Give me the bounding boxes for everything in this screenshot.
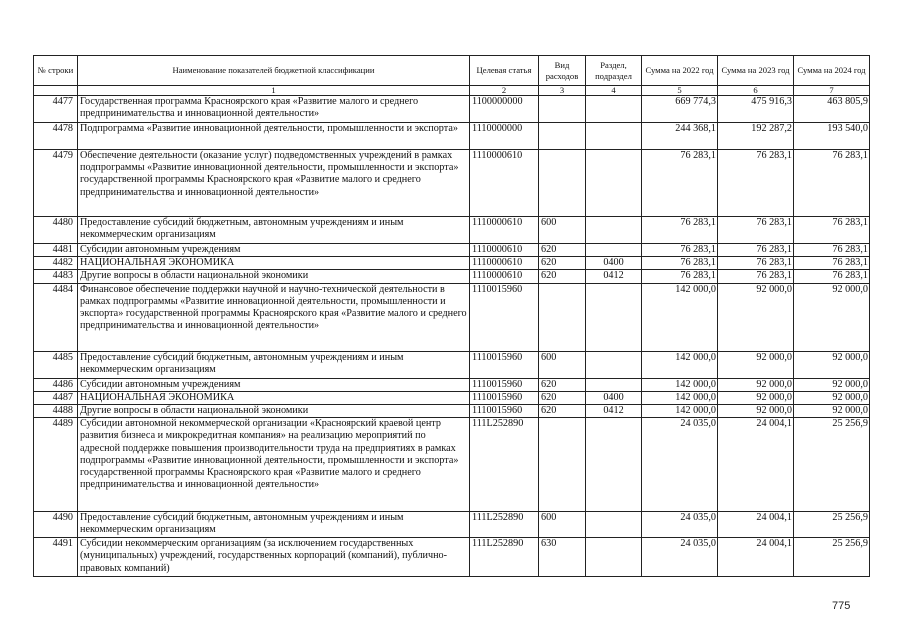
section-code [586,538,642,577]
sum-2022: 142 000,0 [642,405,718,418]
expense-kind-code: 620 [539,244,586,257]
column-number: 3 [539,86,586,96]
table-row [34,418,870,512]
table-row [34,270,870,283]
table-row [34,96,870,123]
table-body [34,96,870,577]
target-article-code: 1110000000 [470,123,539,150]
page-number: 775 [832,600,851,612]
sum-2022: 142 000,0 [642,391,718,404]
sum-2023: 475 916,3 [718,96,794,123]
indicator-name: Обеспечение деятельности (оказание услуг) подведомственных учреждений в рамках подпрограммы «Развитие инновационной деятельности, промышленности и экспорта» государственной программы Красноярского края «Развитие малого и среднего предпринимательства и инновационной деятельности» [78,150,470,217]
expense-kind-code: 620 [539,405,586,418]
expense-kind-code [539,418,586,512]
row-number: 4478 [34,123,78,150]
section-code [586,123,642,150]
row-number: 4487 [34,391,78,404]
expense-kind-code [539,283,586,351]
sum-2023: 76 283,1 [718,270,794,283]
sum-2023: 24 004,1 [718,538,794,577]
sum-2023: 76 283,1 [718,244,794,257]
sum-2024: 92 000,0 [794,405,870,418]
row-number: 4479 [34,150,78,217]
row-number: 4486 [34,378,78,391]
row-number: 4488 [34,405,78,418]
table-row [34,538,870,577]
table-row [34,351,870,378]
table-header-row [34,56,870,86]
target-article-code: 111L252890 [470,538,539,577]
sum-2024: 76 283,1 [794,270,870,283]
table-row [34,283,870,351]
budget-classification-table [33,55,870,577]
section-code: 0400 [586,257,642,270]
expense-kind-code: 630 [539,538,586,577]
row-number: 4490 [34,512,78,538]
sum-2022: 142 000,0 [642,283,718,351]
row-number: 4482 [34,257,78,270]
header-indicator-name: Наименование показателей бюджетной классификации [78,56,470,86]
header-sum-2022: Сумма на 2022 год [642,56,718,86]
table-row [34,391,870,404]
sum-2024: 463 805,9 [794,96,870,123]
expense-kind-code [539,150,586,217]
table-row [34,378,870,391]
row-number: 4481 [34,244,78,257]
sum-2024: 92 000,0 [794,391,870,404]
header-row-number: № строки [34,56,78,86]
header-sum-2023: Сумма на 2023 год [718,56,794,86]
section-code [586,378,642,391]
sum-2023: 92 000,0 [718,405,794,418]
sum-2023: 92 000,0 [718,391,794,404]
expense-kind-code: 620 [539,257,586,270]
target-article-code: 1100000000 [470,96,539,123]
indicator-name: Субсидии некоммерческим организациям (за исключением государственных (муниципальных) учреждений, государственных корпораций (компаний), публично-правовых компаний) [78,538,470,577]
expense-kind-code: 620 [539,270,586,283]
column-number: 6 [718,86,794,96]
sum-2024: 25 256,9 [794,512,870,538]
sum-2024: 76 283,1 [794,150,870,217]
table-row [34,244,870,257]
sum-2023: 192 287,2 [718,123,794,150]
table-row [34,150,870,217]
indicator-name: Подпрограмма «Развитие инновационной деятельности, промышленности и экспорта» [78,123,470,150]
column-number: 1 [78,86,470,96]
sum-2022: 76 283,1 [642,244,718,257]
table-row [34,217,870,244]
sum-2024: 76 283,1 [794,257,870,270]
sum-2024: 76 283,1 [794,217,870,244]
sum-2024: 76 283,1 [794,244,870,257]
target-article-code: 1110015960 [470,351,539,378]
indicator-name: Субсидии автономным учреждениям [78,244,470,257]
section-code [586,351,642,378]
section-code [586,283,642,351]
row-number: 4484 [34,283,78,351]
indicator-name: Другие вопросы в области национальной экономики [78,405,470,418]
table-row [34,257,870,270]
target-article-code: 1110015960 [470,283,539,351]
sum-2023: 24 004,1 [718,512,794,538]
column-number: 4 [586,86,642,96]
section-code [586,512,642,538]
sum-2023: 76 283,1 [718,257,794,270]
sum-2024: 92 000,0 [794,351,870,378]
column-number: 2 [470,86,539,96]
sum-2023: 92 000,0 [718,283,794,351]
target-article-code: 1110000610 [470,257,539,270]
sum-2022: 76 283,1 [642,257,718,270]
header-expense-kind: Вид расходов [539,56,586,86]
expense-kind-code [539,123,586,150]
row-number: 4483 [34,270,78,283]
header-target-article: Целевая статья [470,56,539,86]
section-code [586,418,642,512]
header-section: Раздел, подраздел [586,56,642,86]
sum-2022: 669 774,3 [642,96,718,123]
sum-2022: 76 283,1 [642,150,718,217]
sum-2024: 25 256,9 [794,538,870,577]
sum-2023: 92 000,0 [718,378,794,391]
sum-2022: 76 283,1 [642,217,718,244]
expense-kind-code: 600 [539,217,586,244]
section-code [586,244,642,257]
indicator-name: Предоставление субсидий бюджетным, автономным учреждениям и иным некоммерческим организациям [78,351,470,378]
sum-2022: 244 368,1 [642,123,718,150]
row-number: 4491 [34,538,78,577]
sum-2022: 24 035,0 [642,418,718,512]
target-article-code: 111L252890 [470,418,539,512]
column-number: 5 [642,86,718,96]
indicator-name: Государственная программа Красноярского края «Развитие малого и среднего предпринимательства и инновационной деятельности» [78,96,470,123]
target-article-code: 1110015960 [470,378,539,391]
row-number: 4485 [34,351,78,378]
target-article-code: 1110000610 [470,270,539,283]
column-number: 7 [794,86,870,96]
indicator-name: Субсидии автономной некоммерческой организации «Красноярский краевой центр развития бизнеса и микрокредитная компания» на реализацию мероприятий по адресной поддержке повышения производительности труда на предприятиях в рамках подпрограммы «Развитие инновационной деятельности, промышленности и экспорта» государственной программы Красноярского края «Развитие малого и среднего предпринимательства и инновационной деятельности» [78,418,470,512]
expense-kind-code: 620 [539,391,586,404]
sum-2023: 76 283,1 [718,150,794,217]
indicator-name: Предоставление субсидий бюджетным, автономным учреждениям и иным некоммерческим организациям [78,512,470,538]
sum-2022: 142 000,0 [642,378,718,391]
indicator-name: Предоставление субсидий бюджетным, автономным учреждениям и иным некоммерческим организациям [78,217,470,244]
sum-2023: 24 004,1 [718,418,794,512]
sum-2022: 24 035,0 [642,538,718,577]
row-number: 4480 [34,217,78,244]
sum-2022: 76 283,1 [642,270,718,283]
target-article-code: 111L252890 [470,512,539,538]
indicator-name: НАЦИОНАЛЬНАЯ ЭКОНОМИКА [78,257,470,270]
table-row [34,123,870,150]
sum-2024: 92 000,0 [794,378,870,391]
sum-2023: 76 283,1 [718,217,794,244]
section-code: 0412 [586,270,642,283]
section-code [586,150,642,217]
target-article-code: 1110000610 [470,244,539,257]
target-article-code: 1110000610 [470,217,539,244]
sum-2024: 25 256,9 [794,418,870,512]
expense-kind-code: 620 [539,378,586,391]
target-article-code: 1110015960 [470,391,539,404]
section-code [586,96,642,123]
budget-table-sheet [33,55,869,577]
sum-2022: 142 000,0 [642,351,718,378]
table-row [34,405,870,418]
expense-kind-code [539,96,586,123]
indicator-name: НАЦИОНАЛЬНАЯ ЭКОНОМИКА [78,391,470,404]
target-article-code: 1110000610 [470,150,539,217]
expense-kind-code: 600 [539,351,586,378]
table-row [34,512,870,538]
row-number: 4477 [34,96,78,123]
row-number: 4489 [34,418,78,512]
sum-2023: 92 000,0 [718,351,794,378]
sum-2024: 92 000,0 [794,283,870,351]
section-code: 0400 [586,391,642,404]
column-number [34,86,78,96]
sum-2024: 193 540,0 [794,123,870,150]
section-code [586,217,642,244]
expense-kind-code: 600 [539,512,586,538]
target-article-code: 1110015960 [470,405,539,418]
sum-2022: 24 035,0 [642,512,718,538]
indicator-name: Другие вопросы в области национальной экономики [78,270,470,283]
column-number-row [34,86,870,96]
indicator-name: Субсидии автономным учреждениям [78,378,470,391]
indicator-name: Финансовое обеспечение поддержки научной и научно-технической деятельности в рамках подпрограммы «Развитие инновационной деятельности, промышленности и экспорта» государственной программы Красноярского края «Развитие малого и среднего предпринимательства и инновационной деятельности» [78,283,470,351]
header-sum-2024: Сумма на 2024 год [794,56,870,86]
section-code: 0412 [586,405,642,418]
